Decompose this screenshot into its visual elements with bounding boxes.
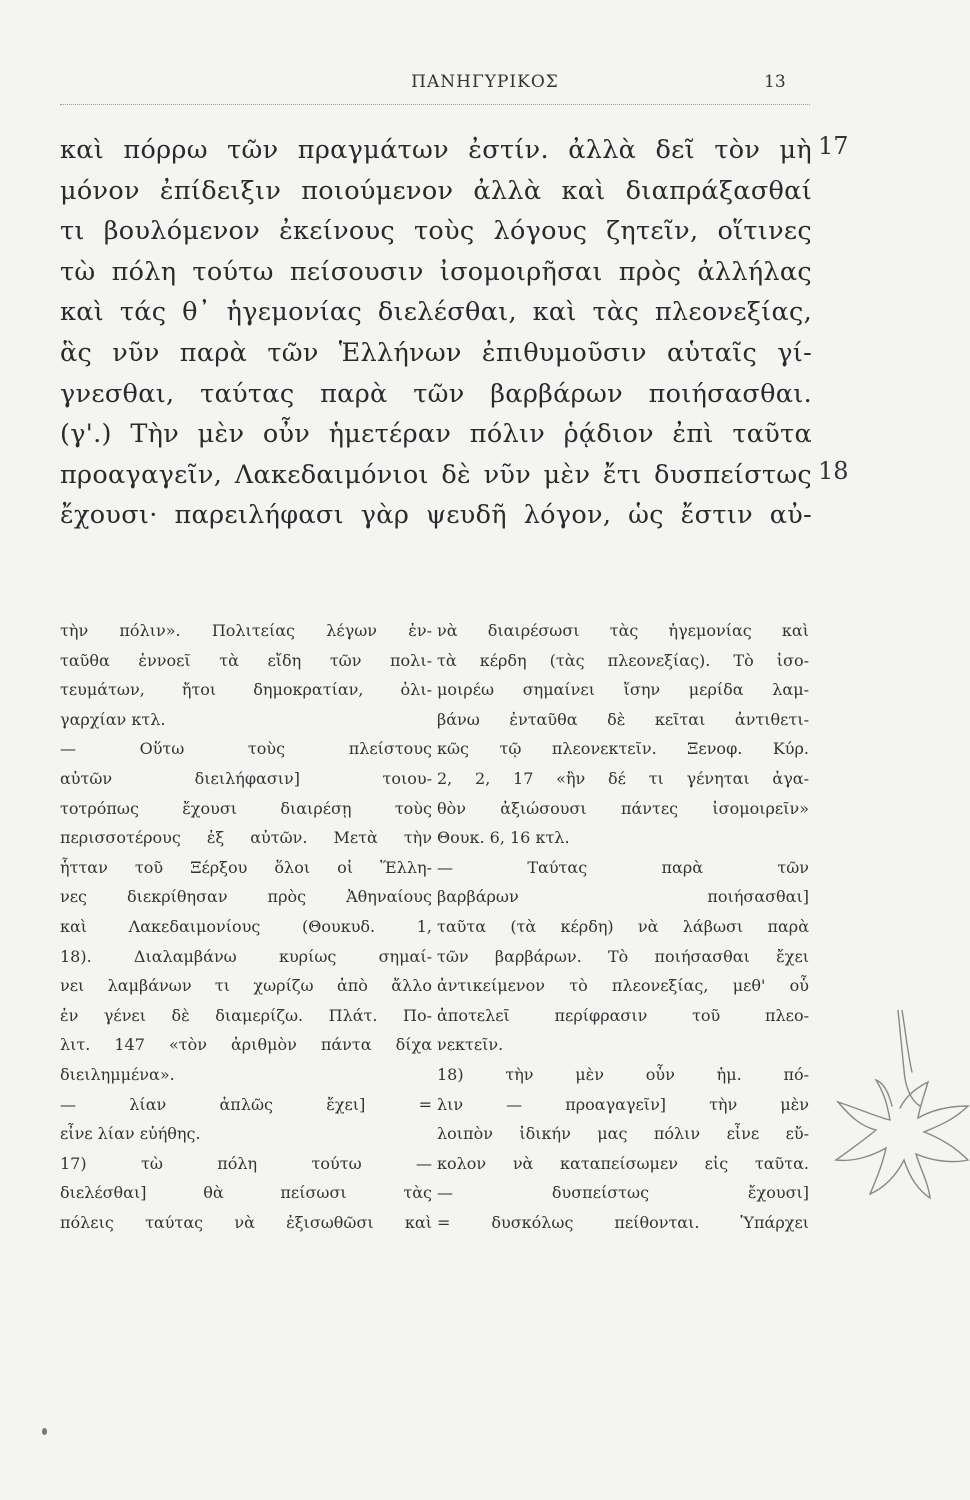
note-line: τὴν πόλιν». Πολιτείας λέγων ἐν- (60, 621, 432, 640)
note-line: κολον νὰ καταπείσωμεν εἰς ταῦτα. (437, 1153, 809, 1173)
main-text-body (60, 130, 812, 536)
main-text-line: τι βουλόμενον ἐκείνους τοὺς λόγους ζητεῖν, οἵτινες (60, 216, 812, 247)
note-line: 17) τὼ πόλη τούτω — (60, 1153, 432, 1173)
note-line: λιν — προαγαγεῖν] τὴν μὲν (437, 1094, 809, 1114)
running-title: ΠΑΝΗΓΥΡΙΚΟΣ (411, 72, 559, 92)
note-line: θὸν ἀξιώσουσι πάντες ἰσομοιρεῖν» (437, 798, 809, 818)
note-line: νὰ διαιρέσωσι τὰς ἡγεμονίας καὶ (437, 621, 809, 640)
note-line: περισσοτέρους ἐξ αὐτῶν. Μετὰ τὴν (60, 828, 432, 848)
note-line: ἀντικείμενον τὸ πλεονεξίας, μεθ' οὗ (437, 976, 809, 996)
note-line: μοιρέω σημαίνει ἴσην μερίδα λαμ- (437, 680, 809, 700)
main-text-line: ἔχουσι· παρειλήφασι γὰρ ψευδῆ λόγον, ὡς ἔστιν αὐ- (60, 500, 812, 531)
note-line: — λίαν ἁπλῶς ἔχει] = (60, 1094, 432, 1114)
page-number: 13 (764, 72, 786, 92)
main-text-line: μόνον ἐπίδειξιν ποιούμενον ἀλλὰ καὶ διαπράξασθαί (60, 175, 812, 206)
note-line: λοιπὸν ἰδικήν μας πόλιν εἶνε εὔ- (437, 1124, 809, 1144)
note-line: ἐν γένει δὲ διαμερίζω. Πλάτ. Πο- (60, 1005, 432, 1025)
note-line: — Ταύτας παρὰ τῶν (437, 857, 809, 877)
notes-right-column (437, 616, 809, 1237)
note-line: ταῦθα ἐννοεῖ τὰ εἴδη τῶν πολι- (60, 650, 432, 670)
note-line: διειλημμένα». (60, 1064, 175, 1084)
note-line: 18). Διαλαμβάνω κυρίως σημαί- (60, 946, 432, 966)
note-line: αὐτῶν διειλήφασιν] τοιου- (60, 768, 432, 788)
note-line: εἶνε λίαν εὐήθης. (60, 1124, 201, 1144)
note-line: ἀποτελεῖ περίφρασιν τοῦ πλεο- (437, 1005, 809, 1025)
note-line: τοτρόπως ἔχουσι διαιρέσῃ τοὺς (60, 798, 432, 818)
note-line: = δυσκόλως πείθονται. Ὑπάρχει (437, 1212, 809, 1232)
note-line: νες διεκρίθησαν πρὸς Ἀθηναίους (60, 887, 432, 907)
note-line: λιτ. 147 «τὸν ἀριθμὸν πάντα δίχα (60, 1035, 432, 1055)
note-line: τὰ κέρδη (τὰς πλεονεξίας). Τὸ ἰσο- (437, 650, 809, 670)
note-line: — Οὕτω τοὺς πλείστους (60, 739, 432, 759)
note-line: καὶ Λακεδαιμονίους (Θουκυδ. 1, (60, 916, 432, 936)
main-text-line: ἃς νῦν παρὰ τῶν Ἑλλήνων ἐπιθυμοῦσιν αὑταῖς γί- (60, 337, 812, 368)
note-line: — δυσπείστως ἔχουσι] (437, 1183, 809, 1203)
note-line: νει λαμβάνων τι χωρίζω ἀπὸ ἄλλο (60, 976, 432, 996)
note-line: Θουκ. 6, 16 κτλ. (437, 828, 570, 848)
note-line: γαρχίαν κτλ. (60, 709, 166, 729)
cross-sketch-drawing (820, 1010, 970, 1250)
page-header (0, 72, 970, 102)
notes-left-column (60, 616, 432, 1237)
note-line: τῶν βαρβάρων. Τὸ ποιήσασθαι ἔχει (437, 946, 809, 966)
note-line: τευμάτων, ἤτοι δημοκρατίαν, ὀλι- (60, 680, 432, 700)
main-text-line: γνεσθαι, ταύτας παρὰ τῶν βαρβάρων ποιήσασθαι. (60, 378, 812, 409)
note-line: πόλεις ταύτας νὰ ἐξισωθῶσι καὶ (60, 1212, 432, 1232)
note-line: διελέσθαι] θὰ πείσωσι τὰς (60, 1183, 432, 1203)
ink-speck (42, 1428, 47, 1435)
main-text-line: προαγαγεῖν, Λακεδαιμόνιοι δὲ νῦν μὲν ἔτι δυσπείστως (60, 459, 812, 490)
note-line: 2, 2, 17 «ἢν δέ τι γένηται ἀγα- (437, 768, 809, 788)
main-text-line: (γ'.) Τὴν μὲν οὖν ἡμετέραν πόλιν ῥᾴδιον ἐπὶ ταῦτα (60, 419, 812, 450)
note-line: ταῦτα (τὰ κέρδη) νὰ λάβωσι παρὰ (437, 916, 809, 936)
main-text-line: τὼ πόλη τούτω πείσουσιν ἰσομοιρῆσαι πρὸς ἀλλήλας (60, 256, 812, 287)
header-rule (60, 104, 810, 105)
note-line: ἧτταν τοῦ Ξέρξου ὅλοι οἱ Ἕλλη- (60, 857, 432, 877)
main-text-line: καὶ πόρρω τῶν πραγμάτων ἐστίν. ἀλλὰ δεῖ τὸν μὴ (60, 135, 812, 165)
section-number-17: 17 (818, 132, 849, 160)
note-line: βαρβάρων ποιήσασθαι] (437, 887, 809, 907)
note-line: νεκτεῖν. (437, 1035, 504, 1055)
section-number-18: 18 (818, 457, 849, 485)
note-line: βάνω ἐνταῦθα δὲ κεῖται ἀντιθετι- (437, 709, 809, 729)
main-text-line: καὶ τάς θ᾿ ἡγεμονίας διελέσθαι, καὶ τὰς πλεονεξίας, (60, 297, 812, 328)
note-line: κῶς τῷ πλεονεκτεῖν. Ξενοφ. Κύρ. (437, 739, 809, 759)
note-line: 18) τὴν μὲν οὖν ἡμ. πό- (437, 1064, 809, 1084)
